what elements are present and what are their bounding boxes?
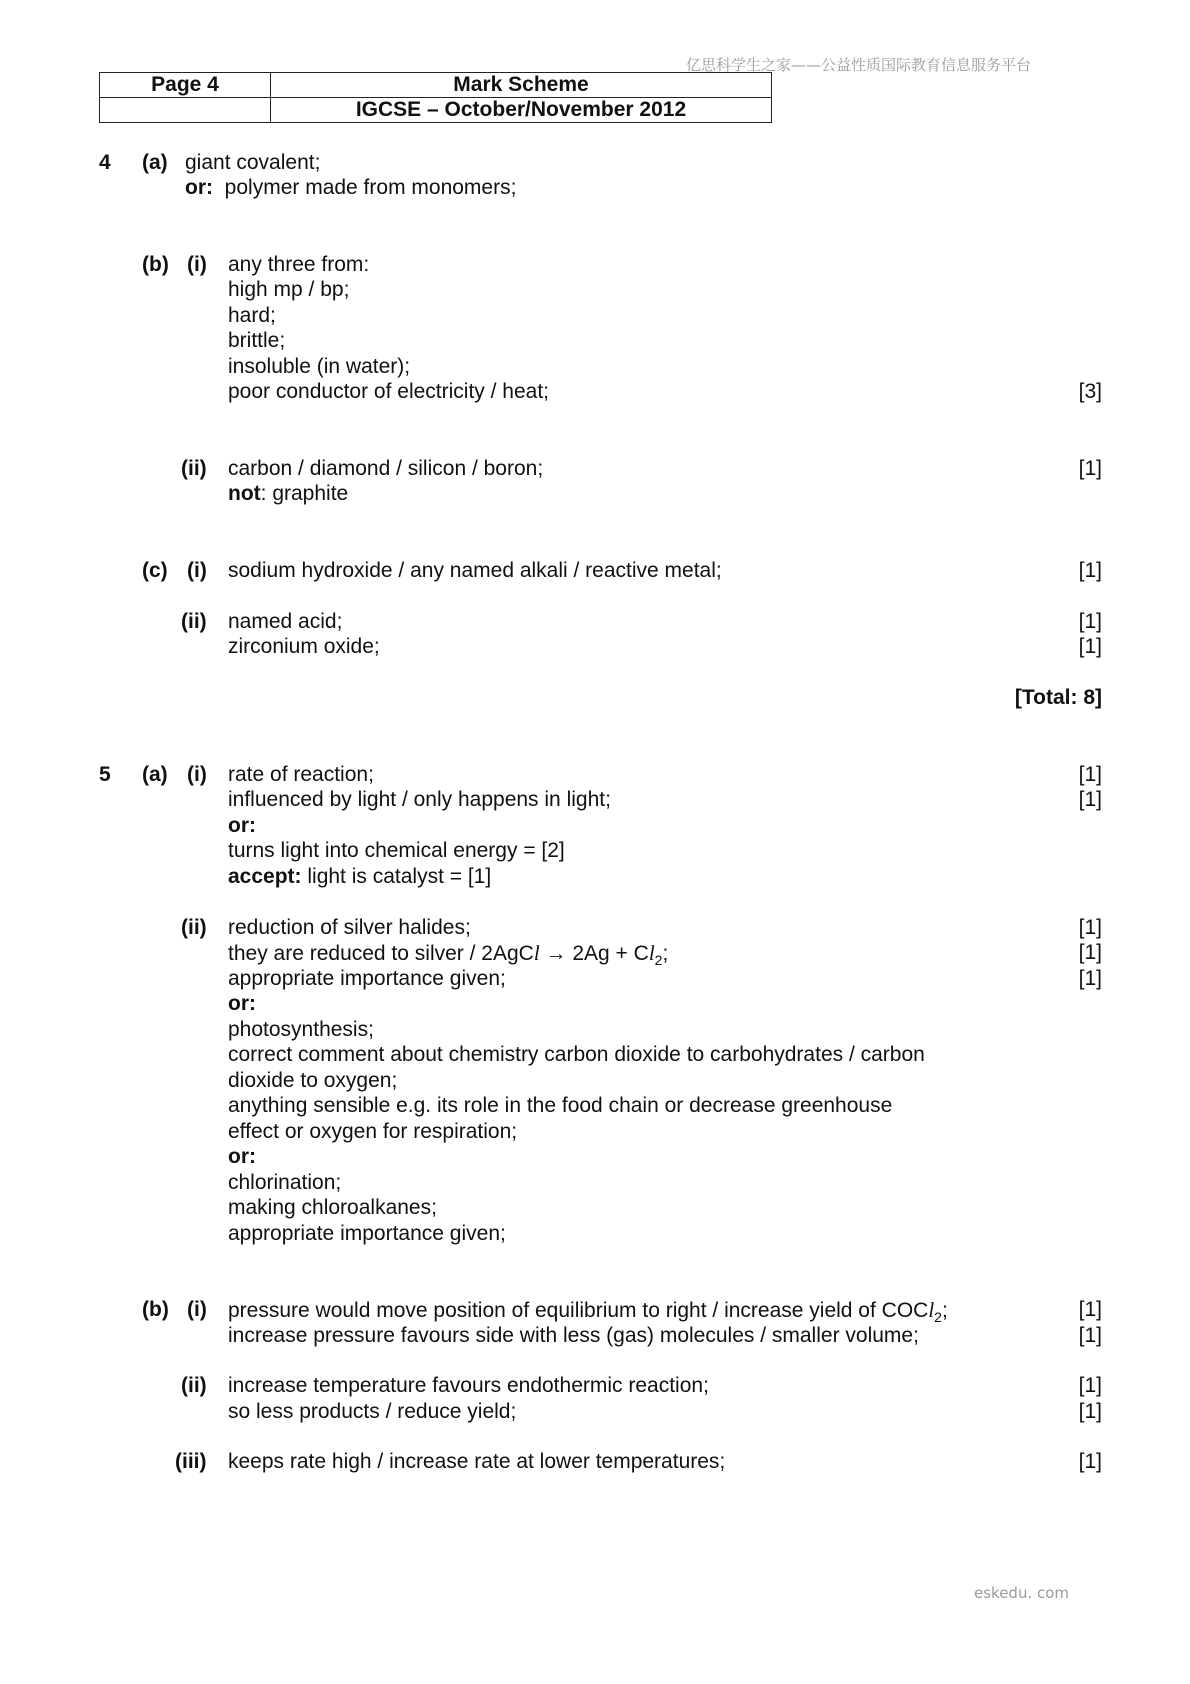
q4-c-label: (c) bbox=[142, 559, 168, 582]
q5-aii-line-b: effect or oxygen for respiration; bbox=[228, 1120, 518, 1143]
q5-aii-line2-end: ; bbox=[662, 942, 669, 965]
q4-cii-line1: named acid; bbox=[228, 610, 343, 633]
q5-bii-mark1: [1] bbox=[1078, 1374, 1102, 1397]
q5-aii-mark2: [1] bbox=[1078, 941, 1102, 964]
q4-bi-label: (i) bbox=[187, 253, 207, 276]
q5-aii-line2-l: l bbox=[533, 941, 540, 965]
q4-total: [Total: 8] bbox=[1014, 686, 1102, 709]
q5-aii-line-c: appropriate importance given; bbox=[228, 1222, 506, 1245]
header-table bbox=[99, 72, 772, 123]
watermark-bottom: eskedu. com bbox=[974, 1584, 1070, 1602]
q5-bi-line2: increase pressure favours side with less (gas) molecules / smaller volume; bbox=[228, 1324, 919, 1347]
q5-aii-line-b: anything sensible e.g. its role in the food chain or decrease greenhouse bbox=[228, 1094, 893, 1117]
q4-cii-mark2: [1] bbox=[1078, 635, 1102, 658]
q5-aii-line2 bbox=[228, 940, 669, 969]
q4-bi-line: any three from: bbox=[228, 253, 370, 276]
q4-bii-mark: [1] bbox=[1078, 457, 1102, 480]
q5-ai-label: (i) bbox=[187, 763, 207, 786]
q4-bi-line: hard; bbox=[228, 304, 276, 327]
q5-ai-or: or: bbox=[228, 814, 256, 837]
q5-aii-line-b: correct comment about chemistry carbon dioxide to carbohydrates / carbon bbox=[228, 1043, 925, 1066]
q4-a-line2-text: polymer made from monomers; bbox=[224, 176, 517, 199]
q4-a-line2 bbox=[185, 175, 516, 201]
q5-aii-line-b: photosynthesis; bbox=[228, 1018, 374, 1041]
q4-bi-line: brittle; bbox=[228, 329, 286, 352]
q4-bii-not: not bbox=[228, 482, 261, 505]
q4-ci-label: (i) bbox=[187, 559, 207, 582]
q5-bii-label: (ii) bbox=[181, 1374, 207, 1397]
q4-ci-line: sodium hydroxide / any named alkali / reactive metal; bbox=[228, 559, 722, 582]
watermark-top: 亿思科学生之家——公益性质国际教育信息服务平台 bbox=[686, 56, 1032, 74]
q5-bii-line2: so less products / reduce yield; bbox=[228, 1400, 517, 1423]
q5-aii-or2: or: bbox=[228, 1145, 256, 1168]
q5-biii-mark: [1] bbox=[1078, 1450, 1102, 1473]
q5-aii-line1: reduction of silver halides; bbox=[228, 916, 471, 939]
q5-bi-mark1: [1] bbox=[1078, 1298, 1102, 1321]
header-empty-cell bbox=[100, 98, 271, 123]
q5-bii-mark2: [1] bbox=[1078, 1400, 1102, 1423]
q4-number: 4 bbox=[99, 151, 111, 174]
q4-bi-mark: [3] bbox=[1078, 380, 1102, 403]
q4-cii-line2: zirconium oxide; bbox=[228, 635, 380, 658]
q4-bii-line2 bbox=[228, 481, 348, 507]
q5-bi-label: (i) bbox=[187, 1298, 207, 1321]
q5-aii-line2-a: they are reduced to silver / 2AgC bbox=[228, 942, 534, 965]
q5-b-label: (b) bbox=[142, 1298, 169, 1321]
q4-a-label: (a) bbox=[142, 151, 168, 174]
q5-aii-line2-l2: l bbox=[648, 941, 655, 965]
header-page: Page 4 bbox=[100, 73, 271, 98]
q4-bi-line: poor conductor of electricity / heat; bbox=[228, 380, 549, 403]
q5-aii-line-c: chlorination; bbox=[228, 1171, 342, 1194]
q4-a-or: or: bbox=[185, 176, 213, 199]
header-title: Mark Scheme bbox=[271, 73, 772, 98]
q5-aii-line-b: dioxide to oxygen; bbox=[228, 1069, 398, 1092]
q5-ai-line2: influenced by light / only happens in light; bbox=[228, 788, 611, 811]
q5-ai-mark1: [1] bbox=[1078, 763, 1102, 786]
q5-biii-label: (iii) bbox=[175, 1450, 207, 1473]
q4-cii-mark1: [1] bbox=[1078, 610, 1102, 633]
q5-bii-line1: increase temperature favours endothermic reaction; bbox=[228, 1374, 709, 1397]
q5-bi-mark2: [1] bbox=[1078, 1324, 1102, 1347]
q5-aii-mark3: [1] bbox=[1078, 967, 1102, 990]
q5-a-label: (a) bbox=[142, 763, 168, 786]
q5-aii-mark1: [1] bbox=[1078, 916, 1102, 939]
q5-aii-line3: appropriate importance given; bbox=[228, 967, 506, 990]
q4-bii-line1: carbon / diamond / silicon / boron; bbox=[228, 457, 544, 480]
q5-aii-line2-sub: 2 bbox=[654, 952, 663, 969]
q4-bi-line: high mp / bp; bbox=[228, 278, 350, 301]
q5-aii-label: (ii) bbox=[181, 916, 207, 939]
q5-aii-line2-b: → 2Ag + C bbox=[539, 942, 649, 965]
q5-bi-line1-end: ; bbox=[941, 1299, 948, 1322]
q5-bi-line1-a: pressure would move position of equilibrium to right / increase yield of COC bbox=[228, 1299, 929, 1322]
header-subtitle: IGCSE – October/November 2012 bbox=[271, 98, 772, 123]
q5-biii-line: keeps rate high / increase rate at lower temperatures; bbox=[228, 1450, 726, 1473]
q5-ai-line3: turns light into chemical energy = [2] bbox=[228, 839, 565, 862]
q5-bi-line1 bbox=[228, 1297, 948, 1326]
q4-cii-label: (ii) bbox=[181, 610, 207, 633]
q5-number: 5 bbox=[99, 763, 111, 786]
q5-aii-line-c: making chloroalkanes; bbox=[228, 1196, 437, 1219]
q4-bi-line: insoluble (in water); bbox=[228, 355, 411, 378]
q4-ci-mark: [1] bbox=[1078, 559, 1102, 582]
q5-ai-accept-rest: light is catalyst = [1] bbox=[301, 865, 492, 888]
q4-b-label: (b) bbox=[142, 253, 169, 276]
q5-ai-mark2: [1] bbox=[1078, 788, 1102, 811]
q4-a-line1: giant covalent; bbox=[185, 151, 321, 174]
q5-ai-accept-line bbox=[228, 864, 491, 890]
q5-bi-line1-l: l bbox=[928, 1298, 935, 1322]
q4-bii-not-rest: : graphite bbox=[260, 482, 349, 505]
q5-ai-accept: accept: bbox=[228, 865, 302, 888]
q5-ai-line1: rate of reaction; bbox=[228, 763, 374, 786]
q5-aii-or1: or: bbox=[228, 992, 256, 1015]
q4-bii-label: (ii) bbox=[181, 457, 207, 480]
q5-bi-line1-sub: 2 bbox=[934, 1309, 942, 1326]
